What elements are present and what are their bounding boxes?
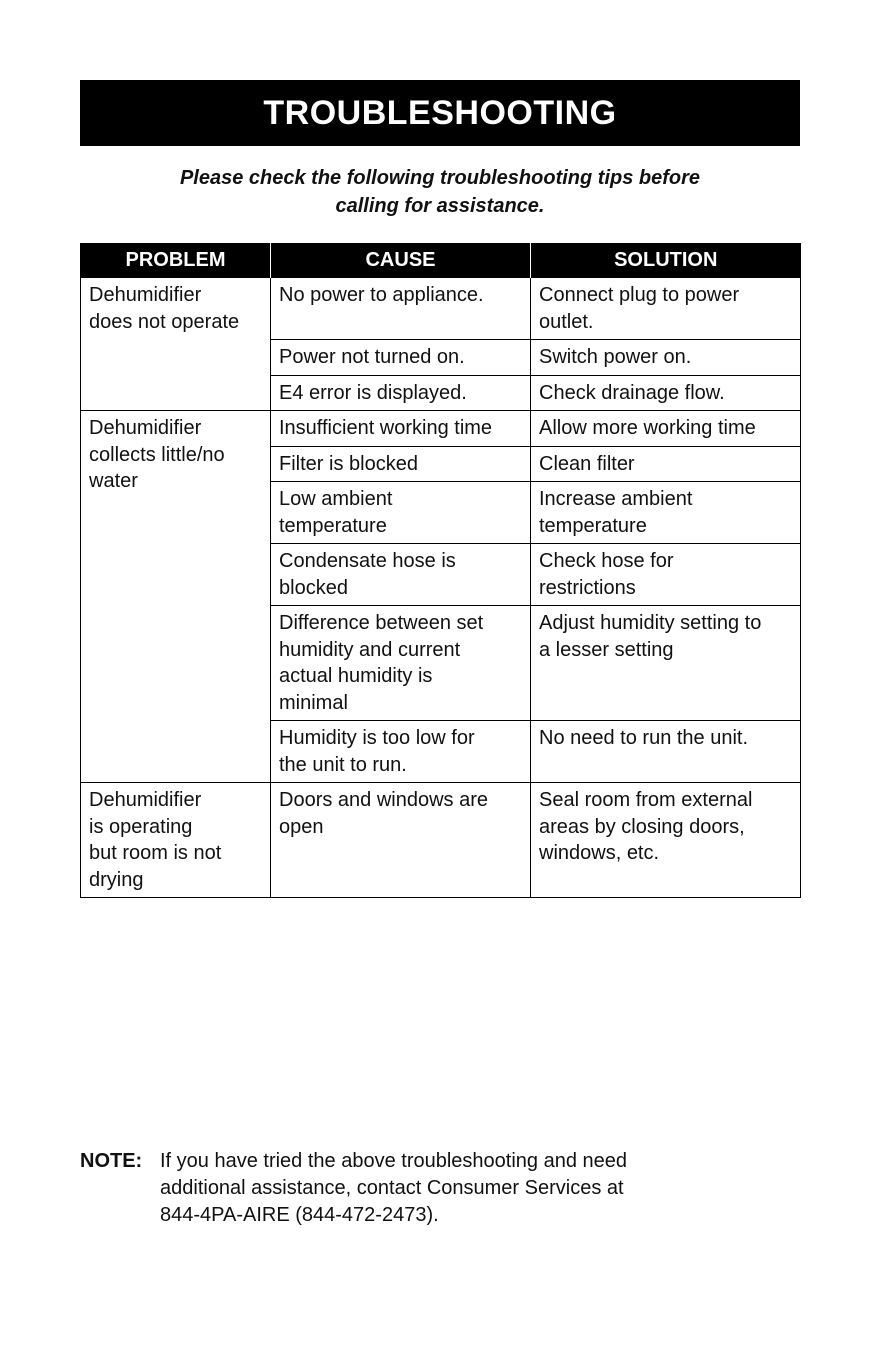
cause-line: Filter is blocked	[279, 452, 418, 475]
solution-line: a lesser setting	[539, 638, 674, 661]
table-header-row	[81, 243, 801, 278]
cause-line: Power not turned on.	[279, 346, 465, 368]
cause-cell	[271, 340, 531, 376]
cause-line: E4 error is displayed.	[279, 381, 467, 404]
cause-line: Doors and windows are	[279, 789, 488, 811]
cause-cell	[271, 482, 531, 544]
intro-text	[80, 164, 800, 220]
problem-line: but room is not	[89, 842, 222, 864]
solution-line: Adjust humidity setting to	[539, 612, 762, 634]
page-title	[80, 80, 800, 146]
cause-line: humidity and current	[279, 638, 461, 661]
table-row	[81, 411, 801, 447]
cause-cell	[271, 411, 531, 447]
table-row	[81, 783, 801, 898]
cause-cell	[271, 544, 531, 606]
cause-cell	[271, 446, 531, 482]
cause-line: Humidity is too low for	[279, 727, 475, 749]
solution-cell	[531, 278, 801, 340]
cause-line: blocked	[279, 576, 348, 599]
cause-line: the unit to run.	[279, 753, 407, 776]
solution-line: Check drainage flow.	[539, 381, 725, 404]
header-solution: SOLUTION	[531, 243, 801, 278]
solution-line: Switch power on.	[539, 346, 692, 368]
solution-line: temperature	[539, 514, 647, 537]
table-row	[81, 278, 801, 340]
cause-line: No power to appliance.	[279, 284, 484, 306]
intro-line: Please check the following troubleshooting tips before	[179, 167, 701, 189]
problem-cell	[81, 411, 271, 783]
cause-cell	[271, 375, 531, 411]
solution-cell	[531, 721, 801, 783]
cause-line: Low ambient	[279, 488, 393, 510]
solution-cell	[531, 482, 801, 544]
troubleshooting-table	[80, 243, 801, 898]
solution-cell	[531, 340, 801, 376]
problem-line: does not operate	[89, 310, 240, 333]
solution-cell	[531, 606, 801, 721]
note-line: If you have tried the above troubleshooting and need	[160, 1150, 628, 1172]
problem-line: water	[89, 470, 138, 492]
solution-cell	[531, 411, 801, 447]
solution-line: Increase ambient	[539, 488, 693, 510]
note-line: additional assistance, contact Consumer Services at	[160, 1177, 624, 1199]
problem-line: collects little/no	[89, 443, 225, 466]
solution-cell	[531, 783, 801, 898]
cause-line: Condensate hose is	[279, 550, 456, 572]
cause-line: Difference between set	[279, 612, 484, 634]
intro-line: calling for assistance.	[335, 195, 545, 217]
solution-cell	[531, 375, 801, 411]
cause-line: Insufficient working time	[279, 417, 493, 439]
solution-line: restrictions	[539, 576, 636, 599]
solution-line: Connect plug to power	[539, 284, 740, 306]
problem-line: is operating	[89, 815, 193, 838]
problem-line: drying	[89, 868, 144, 891]
problem-line: Dehumidifier	[89, 417, 202, 439]
header-problem: PROBLEM	[81, 243, 271, 278]
cause-line: open	[279, 815, 324, 838]
solution-line: Check hose for	[539, 550, 674, 572]
cause-cell	[271, 606, 531, 721]
solution-cell	[531, 544, 801, 606]
cause-cell	[271, 278, 531, 340]
solution-line: areas by closing doors,	[539, 815, 745, 838]
table-body	[81, 278, 801, 898]
cause-line: actual humidity is	[279, 665, 433, 687]
solution-line: outlet.	[539, 310, 594, 333]
note-label: NOTE:	[80, 1150, 143, 1172]
solution-line: Seal room from external	[539, 789, 753, 811]
solution-line: windows, etc.	[539, 842, 660, 864]
page-title-text: TROUBLESHOOTING	[263, 93, 617, 132]
problem-line: Dehumidifier	[89, 789, 202, 811]
cause-cell	[271, 783, 531, 898]
solution-line: Allow more working time	[539, 417, 756, 439]
cause-line: temperature	[279, 514, 387, 537]
solution-cell	[531, 446, 801, 482]
header-cause: CAUSE	[271, 243, 531, 278]
problem-line: Dehumidifier	[89, 284, 202, 306]
note-line: 844-4PA-AIRE (844-472-2473).	[160, 1204, 439, 1226]
solution-line: No need to run the unit.	[539, 727, 749, 749]
problem-cell	[81, 278, 271, 411]
note-body	[160, 1148, 720, 1229]
cause-cell	[271, 721, 531, 783]
solution-line: Clean filter	[539, 452, 635, 475]
problem-cell	[81, 783, 271, 898]
cause-line: minimal	[279, 691, 348, 714]
